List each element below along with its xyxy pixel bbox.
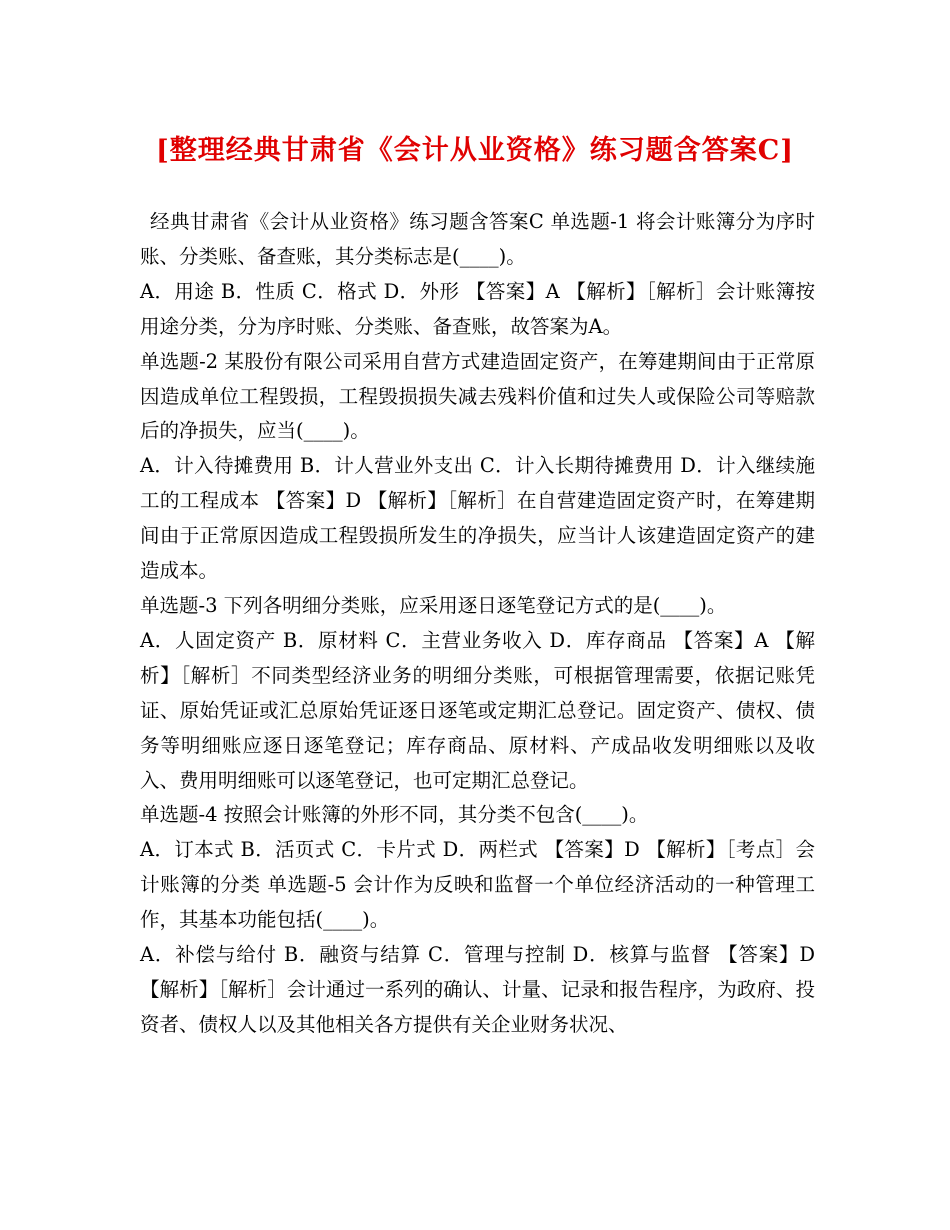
paragraph: A．补偿与给付 B．融资与结算 C．管理与控制 D．核算与监督 【答案】D 【解析】［解析］会计通过一系列的确认、计量、记录和报告程序，为政府、投资者、债权人以及其他相关各方提供有关企业财务状况、 — [140, 943, 815, 1036]
paragraph: 单选题-2 某股份有限公司采用自营方式建造固定资产，在筹建期间由于正常原因造成单位工程毁损，工程毁损损失减去残料价值和过失人或保险公司等赔款后的净损失，应当(____)。 — [140, 349, 815, 443]
paragraph: A．计入待摊费用 B．计人营业外支出 C．计入长期待摊费用 D．计入继续施工的工程成本 【答案】D 【解析】［解析］在自营建造固定资产时，在筹建期间由于正常原因造成工程毁损所发生的净损失，应当计人该建造固定资产的建造成本。 — [140, 454, 815, 583]
paragraph: 经典甘肃省《会计从业资格》练习题含答案C 单选题-1 将会计账簿分为序时账、分类账、备查账，其分类标志是(____)。 — [140, 210, 815, 268]
document-title: [整理经典甘肃省《会计从业资格》练习题含答案C] — [155, 135, 795, 166]
paragraph: 单选题-4 按照会计账簿的外形不同，其分类不包含(____)。 — [140, 803, 649, 827]
document-body — [140, 205, 815, 1043]
paragraph: A．订本式 B．活页式 C．卡片式 D．两栏式 【答案】D 【解析】［考点］会计账簿的分类 单选题-5 会计作为反映和监督一个单位经济活动的一种管理工作，其基本功能包括(____)。 — [140, 838, 815, 932]
paragraph: A．用途 B．性质 C．格式 D．外形 【答案】A 【解析】［解析］会计账簿按用途分类，分为序时账、分类账、备查账，故答案为A。 — [140, 279, 815, 338]
paragraph: A．人固定资产 B．原材料 C．主营业务收入 D．库存商品 【答案】A 【解析】［解析］不同类型经济业务的明细分类账，可根据管理需要，依据记账凭证、原始凭证或汇总原始凭证逐日逐笔或定期汇总登记。固定资产、债权、债务等明细账应逐日逐笔登记；库存商品、原材料、产成品收发明细账以及收入、费用明细账可以逐笔登记，也可定期汇总登记。 — [140, 628, 815, 792]
paragraph: 单选题-3 下列各明细分类账，应采用逐日逐笔登记方式的是(____)。 — [140, 593, 727, 617]
